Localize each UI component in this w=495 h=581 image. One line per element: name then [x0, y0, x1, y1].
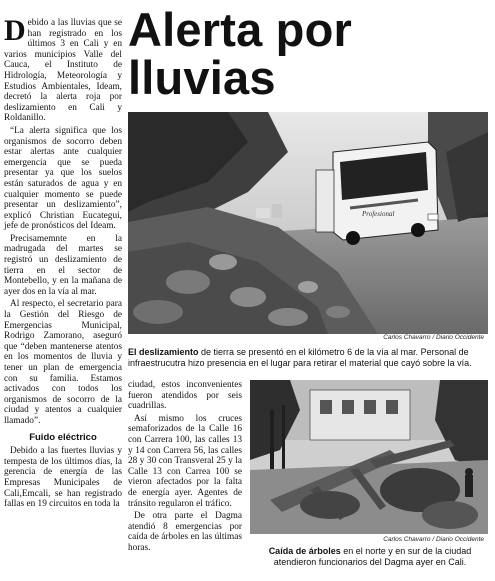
trees-caption-text: en el norte y en sur de la ciudad atendieron funcionarios del Dagma ayer en Cali. [273, 546, 472, 567]
landslide-photo-image [128, 112, 488, 334]
fallen-trees-photo-image [250, 380, 488, 534]
bus-lettering: Profesional [362, 210, 395, 218]
article-paragraph: “La alerta significa que los organismos de socorro deben estar alertas ante cualquier emergencia que se pueda presentar ya que los suelos están saturados de agua y en cualquier momento se puede presentar un deslizamiento”, explicó Christian Eucategui, jefe de pronósticos del Ideam. [4, 125, 122, 232]
article-paragraph: Debido a las fuertes lluvias y tempesta de los últimos días, la gerencia de energía de las Empresas Municipales de Cali,Emcali, se han registrado fallas en 19 circuitos en toda la [4, 446, 122, 510]
middle-column [128, 380, 242, 556]
trees-photo-credit: Carlos Chavarro / Diario Occidente [383, 536, 484, 543]
fallen-trees-photo [250, 380, 488, 534]
landslide-photo [128, 112, 488, 334]
left-column [4, 14, 122, 512]
subheading: Fuido eléctrico [29, 431, 97, 443]
caption-text: de tierra se presentó en el kilómetro 6 de la vía al mar. Personal de infraestrucutra hizo presencia en el lugar para retirar el material que cayó sobre la vía. [128, 347, 472, 368]
photo-caption [128, 347, 490, 368]
article-paragraph: Precisamemnte en la madrugada del martes se registró un deslizamiento de tierra en el sector de Montebello, y en la mañana de ayer dos en la vía al mar. [4, 233, 122, 297]
drop-cap: D [4, 14, 26, 47]
photo-credit: Carlos Chavarro / Diario Occidente [383, 334, 484, 341]
article-paragraph: Al respecto, el secretario para la Gestión del Riesgo de Emergencias Municipal, Rodrigo Zamorano, aseguró que “deben mantenerse atentos en los momentos de lluvia y tener un plan de emergencia con su familia. Estamos activados con todos los organismos de socorro de la ciudad y atentos a cualquier llamado”. [4, 299, 122, 426]
article-paragraph: Así mismo los cruces semaforizados de la Calle 16 con Carrera 100, las calles 13 y 14 con Carrera 56, las calles 28 y 30 con Transveral 25 y la Calle 13 con Carrea 100 se vieron afectados por la falta de energía ayer. Agentes de tránsito regularon el tráfico. [128, 413, 242, 509]
article-paragraph: De otra parte el Dagma atendió 8 emergencias por caída de árboles en las últimas horas. [128, 511, 242, 553]
headline-line-1: Alerta por lluvias [128, 3, 352, 104]
lead-paragraph: Debido a las lluvias que se han registrado en los últimos 3 en Cali y en varios municipios Valle del Cauca, el Instituto de Hidrología, Meteorología y Estudios Ambientales, Ideam, decretó la alerta roja por deslizamiento en Cali y Roldanillo. [4, 14, 122, 124]
trees-caption-lead: Caída de árboles [268, 546, 341, 556]
article-paragraph: ciudad, estos inconvenientes fueron atendidos por seis cuadrillas. [128, 380, 242, 412]
trees-photo-caption [252, 546, 488, 567]
caption-lead: El deslizamiento [128, 347, 199, 357]
